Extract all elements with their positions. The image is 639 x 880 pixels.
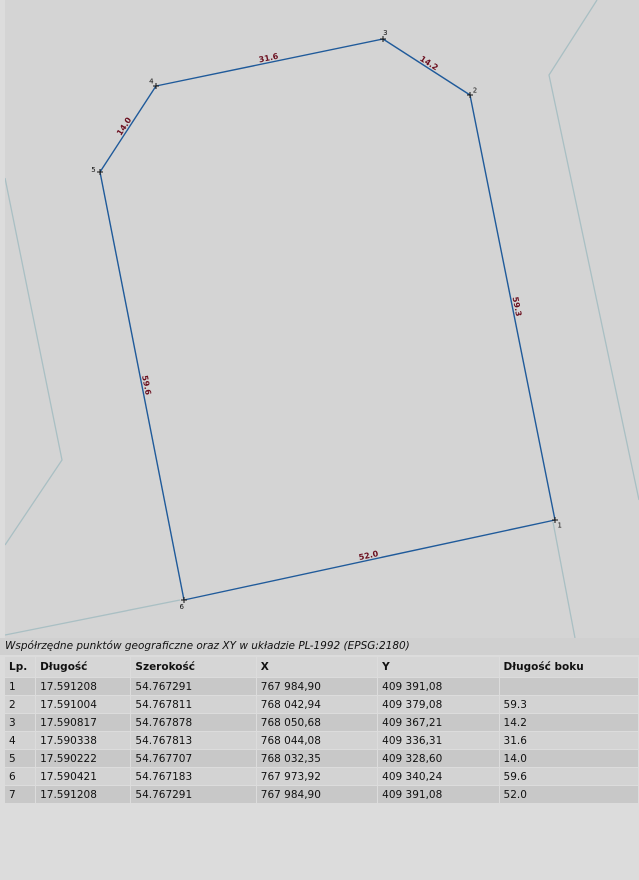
edge-length-label-6: 52.0 xyxy=(357,549,380,563)
cell-side-length: 14.0 xyxy=(500,750,638,768)
cell-side-length: 59.3 xyxy=(500,696,638,714)
header-x: X xyxy=(257,657,377,678)
cell-side-length xyxy=(500,678,638,696)
parcel-edge-2 xyxy=(383,39,470,95)
cell-lp: 1 xyxy=(5,678,35,696)
cell-lp: 2 xyxy=(5,696,35,714)
table-row xyxy=(5,714,638,732)
background-parcel-lines xyxy=(5,0,639,638)
table-header-row xyxy=(5,657,638,678)
header-y: Y xyxy=(378,657,498,678)
cell-y: 409 379,08 xyxy=(378,696,498,714)
edge-length-label-3: 31.6 xyxy=(258,51,280,65)
vertex-label-6: 6 xyxy=(179,603,184,612)
cell-side-length: 14.2 xyxy=(500,714,638,732)
header-lp: Lp. xyxy=(5,657,35,678)
cell-y: 409 367,21 xyxy=(378,714,498,732)
background-line-right xyxy=(549,0,639,500)
background-line-bottom xyxy=(5,600,180,635)
cell-x: 768 042,94 xyxy=(257,696,377,714)
cell-longitude: 17.590817 xyxy=(36,714,130,732)
cell-latitude: 54.767813 xyxy=(131,732,255,750)
parcel-edge-3 xyxy=(156,39,383,86)
coordinates-table xyxy=(4,657,639,804)
cell-latitude: 54.767183 xyxy=(131,768,255,786)
vertex-marker-6 xyxy=(181,597,187,603)
cell-x: 768 032,35 xyxy=(257,750,377,768)
cell-latitude: 54.767878 xyxy=(131,714,255,732)
cell-longitude: 17.590421 xyxy=(36,768,130,786)
table-row xyxy=(5,750,638,768)
cell-side-length: 52.0 xyxy=(500,786,638,804)
vertex-label-3: 3 xyxy=(383,28,388,37)
cell-latitude: 54.767291 xyxy=(131,786,255,804)
cell-latitude: 54.767707 xyxy=(131,750,255,768)
edge-length-label-1: 59.3 xyxy=(510,296,524,318)
vertex-4 xyxy=(149,77,159,89)
table-row xyxy=(5,768,638,786)
vertex-2 xyxy=(467,87,477,98)
cell-y: 409 340,24 xyxy=(378,768,498,786)
parcel-vertices xyxy=(91,29,562,611)
table-row xyxy=(5,786,638,804)
cell-y: 409 336,31 xyxy=(378,732,498,750)
cell-y: 409 391,08 xyxy=(378,678,498,696)
parcel-edge-4 xyxy=(100,86,156,172)
vertex-label-2: 2 xyxy=(472,86,478,95)
background-line-lower-right xyxy=(553,522,575,638)
vertex-label-5: 5 xyxy=(91,166,96,174)
parcel-edge-5 xyxy=(100,172,184,600)
cell-latitude: 54.767291 xyxy=(131,678,255,696)
cell-longitude: 17.591208 xyxy=(36,678,130,696)
edge-length-label-2: 14.2 xyxy=(418,54,440,73)
edge-length-label-4: 14.0 xyxy=(115,115,134,138)
cell-x: 767 984,90 xyxy=(257,786,377,804)
cell-y: 409 328,60 xyxy=(378,750,498,768)
parcel-boundary xyxy=(100,39,555,600)
parcel-map xyxy=(5,0,639,638)
cell-latitude: 54.767811 xyxy=(131,696,255,714)
parcel-map-canvas xyxy=(5,0,639,638)
parcel-edge-6 xyxy=(184,520,555,600)
cell-longitude: 17.591208 xyxy=(36,786,130,804)
cell-x: 768 044,08 xyxy=(257,732,377,750)
cell-longitude: 17.590338 xyxy=(36,732,130,750)
background-line-left xyxy=(5,178,62,545)
cell-x: 767 973,92 xyxy=(257,768,377,786)
header-side-length: Długość boku xyxy=(500,657,638,678)
table-row xyxy=(5,732,638,750)
cell-lp: 5 xyxy=(5,750,35,768)
cell-x: 768 050,68 xyxy=(257,714,377,732)
header-longitude: Długość xyxy=(36,657,130,678)
table-row xyxy=(5,678,638,696)
cell-x: 767 984,90 xyxy=(257,678,377,696)
edge-length-label-5: 59.6 xyxy=(140,374,153,396)
cell-side-length: 31.6 xyxy=(500,732,638,750)
cell-lp: 3 xyxy=(5,714,35,732)
edge-length-labels xyxy=(115,52,523,562)
parcel-edge-1 xyxy=(470,95,555,520)
vertex-label-4: 4 xyxy=(149,77,154,86)
cell-lp: 7 xyxy=(5,786,35,804)
cell-lp: 4 xyxy=(5,732,35,750)
cell-longitude: 17.590222 xyxy=(36,750,130,768)
cell-lp: 6 xyxy=(5,768,35,786)
header-latitude: Szerokość xyxy=(131,657,255,678)
vertex-label-1: 1 xyxy=(557,521,562,530)
cell-y: 409 391,08 xyxy=(378,786,498,804)
table-row xyxy=(5,696,638,714)
cell-side-length: 59.6 xyxy=(500,768,638,786)
cell-longitude: 17.591004 xyxy=(36,696,130,714)
coordinates-caption: Współrzędne punktów geograficzne oraz XY w układzie PL-1992 (EPSG:2180) xyxy=(0,638,639,655)
